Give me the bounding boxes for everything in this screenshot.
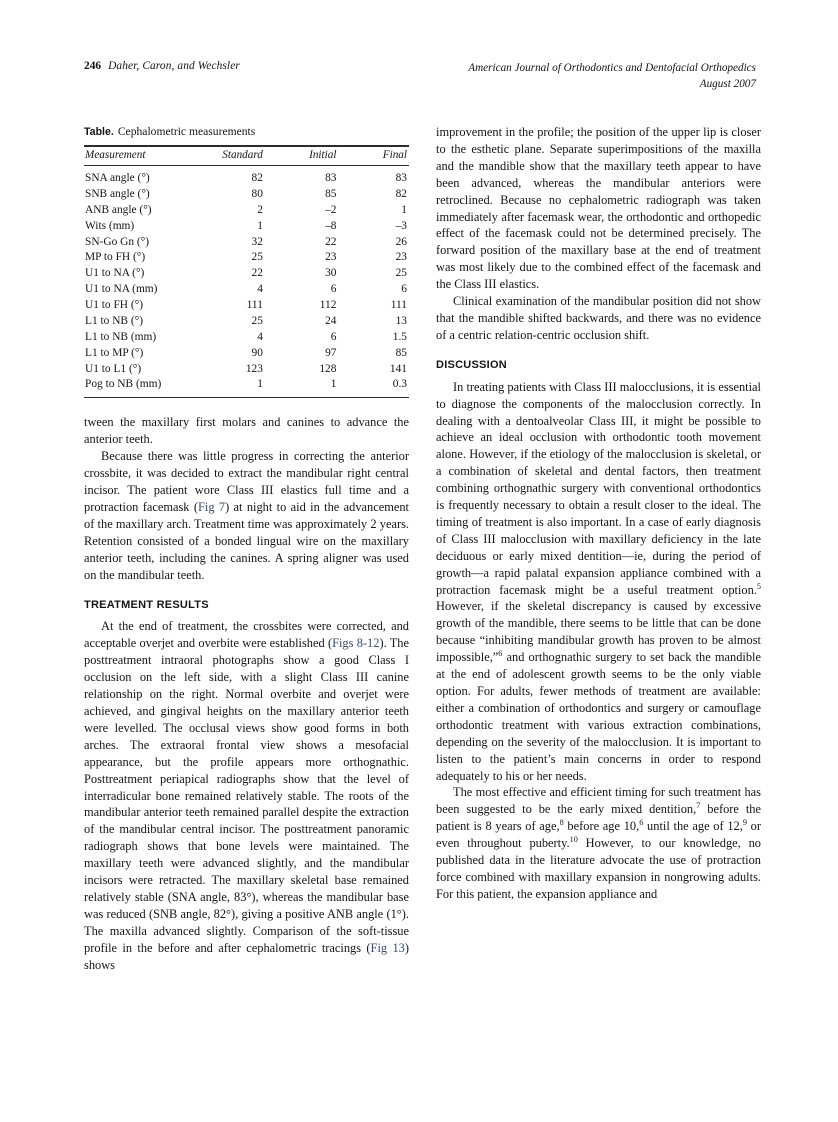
table-row (84, 218, 409, 234)
page-folio-number: 246 (84, 60, 102, 72)
cell-standard: 123 (245, 362, 263, 375)
cell-initial: 85 (325, 187, 337, 200)
cell-initial: 30 (325, 267, 337, 280)
citation-ref-6[interactable]: 6 (498, 649, 503, 659)
discussion-text-b: However, if the skeletal discrepancy is caused by excessive growth of the mandible, there seems to be little that can be done because “inhibiting mandibular growth has proven to be almost impossible,” (436, 599, 761, 665)
table-bottom-rule (84, 397, 409, 398)
cell-initial: 6 (330, 330, 337, 343)
cell-final: 13 (395, 314, 407, 327)
cell-measurement: U1 to NA (°) (85, 267, 145, 280)
paragraph-results-text-c: ) shows (84, 940, 409, 972)
citation-ref-10[interactable]: 10 (569, 835, 578, 845)
cell-standard: 25 (251, 251, 263, 264)
cell-standard: 1 (257, 219, 263, 232)
cell-final: 111 (390, 299, 407, 311)
table-label: Table. (84, 126, 114, 138)
table-row (84, 234, 409, 250)
timing-text-d: until the age of 12, (643, 819, 743, 834)
cell-measurement: SNA angle (°) (85, 172, 150, 184)
table-row (84, 298, 409, 314)
timing-text-a: The most effective and efficient timing for such treatment has been suggested to be the early mixed dentition, (436, 785, 761, 817)
cell-standard: 25 (251, 314, 263, 327)
cell-standard: 111 (246, 299, 263, 311)
paragraph-discussion-diagnosis (436, 379, 761, 785)
cell-initial: 1 (330, 378, 337, 391)
table-row (84, 345, 409, 361)
cell-final: –3 (395, 219, 407, 232)
table-row (84, 166, 409, 187)
table-header-row (84, 146, 409, 166)
paragraph-clinical-examination: Clinical examination of the mandibular position did not show that the mandible shifted backwards, and there was no evidence of a centric relation-centric occlusion shift. (436, 294, 761, 342)
cell-standard: 4 (257, 330, 263, 343)
cell-initial: 22 (325, 235, 337, 248)
discussion-text-c: and orthognathic surgery to set back the mandible at the end of adolescent growth seems to be the only viable option. For adults, fewer methods of treatment are available: either a combination of orthodontics and surgery or camouflage orthodontic treatment with various extraction combinations, depending on the severity of the malocclusion. It is important to listen to the patient’s main concerns in order to respond adequately to his or her needs. (436, 650, 761, 783)
cephalometric-table-block (84, 124, 409, 398)
table-caption (84, 124, 409, 140)
cell-measurement: U1 to FH (°) (85, 299, 144, 311)
table-row (84, 377, 409, 397)
paragraph-results-text-a: At the end of treatment, the crossbites were corrected, and acceptable overjet and overbite were established ( (84, 619, 409, 651)
cell-final: 26 (395, 235, 407, 248)
cell-final: 0.3 (392, 378, 407, 391)
cell-final: 23 (395, 251, 407, 264)
column-header-standard: Standard (203, 146, 279, 166)
timing-text-b: before the patient is 8 years of age, (436, 802, 761, 834)
cephalometric-measurements-table (84, 145, 409, 397)
cell-final: 25 (395, 267, 407, 280)
figure-link-fig13[interactable]: Fig 13 (370, 940, 405, 955)
right-column (436, 124, 761, 903)
cell-initial: 23 (325, 251, 337, 264)
cell-measurement: L1 to NB (mm) (85, 330, 157, 343)
citation-ref-7[interactable]: 7 (696, 801, 701, 811)
citation-ref-5[interactable]: 5 (756, 581, 761, 591)
cell-final: 6 (401, 283, 407, 296)
table-row (84, 282, 409, 298)
cell-initial: 128 (319, 362, 337, 375)
cell-final: 83 (395, 172, 407, 184)
cell-standard: 82 (251, 172, 263, 184)
cell-measurement: L1 to MP (°) (85, 346, 144, 359)
table-row (84, 186, 409, 202)
cell-standard: 90 (251, 346, 263, 359)
journal-title: American Journal of Orthodontics and Dentofacial Orthopedics (468, 62, 756, 74)
cell-measurement: SNB angle (°) (85, 187, 150, 200)
cell-initial: –8 (325, 219, 337, 232)
table-row (84, 202, 409, 218)
cell-final: 141 (389, 362, 407, 375)
table-row (84, 250, 409, 266)
cell-measurement: SN-Go Gn (°) (85, 235, 150, 248)
timing-text-f: However, to our knowledge, no published data in the literature advocate the use of protraction force combined with maxillary expansion in nongrowing adults. For this patient, the expansion appliance and (436, 836, 761, 901)
cell-standard: 2 (257, 203, 263, 216)
table-body (84, 166, 409, 398)
paragraph-crossbite-text-b: ) at night to aid in the advancement of the maxillary arch. Treatment time was approximately 2 years. Retention consisted of a bonded lingual wire on the maxillary anterior teeth, including the canines. A spring aligner was used on the mandibular teeth. (84, 500, 409, 582)
table-row (84, 361, 409, 377)
cell-initial: 112 (319, 299, 337, 311)
paragraph-discussion-timing (436, 784, 761, 902)
citation-ref-8[interactable]: 8 (559, 818, 564, 828)
timing-text-e: or even throughout puberty. (436, 819, 762, 851)
running-head-left (84, 60, 240, 72)
paragraph-profile: improvement in the profile; the position of the upper lip is closer to the esthetic plane. Separate superimpositions of the maxilla and the mandible show that the maxillary teeth appear to have been advanced, whereas the mandibular anteriors were retroclined. Because no cephalometric radiograph was taken immediately after facemask wear, the orthodontic and orthopedic effect of the facemask could not be determined precisely. The forward position of the maxillary base at the end of treatment was most likely due to the combined effect of the facemask and the Class III elastics. (436, 125, 761, 292)
citation-ref-6b[interactable]: 6 (639, 818, 644, 828)
heading-treatment-results: TREATMENT RESULTS (84, 598, 209, 611)
heading-discussion: DISCUSSION (436, 358, 507, 371)
table-row (84, 329, 409, 345)
table-row (84, 313, 409, 329)
cell-standard: 32 (251, 235, 263, 248)
table-header (84, 146, 409, 166)
column-header-final: Final (352, 146, 409, 166)
column-header-initial: Initial (279, 146, 353, 166)
cell-measurement: U1 to NA (mm) (85, 283, 158, 296)
cell-standard: 1 (257, 378, 263, 391)
running-head-right (468, 60, 756, 92)
paragraph-continued: tween the maxillary first molars and canines to advance the anterior teeth. (84, 415, 409, 447)
issue-date: August 2007 (699, 78, 756, 90)
paragraph-treatment-results (84, 618, 409, 973)
cell-initial: 83 (325, 172, 337, 184)
figure-link-figs8-12[interactable]: Figs 8-12 (332, 636, 380, 651)
paragraph-results-text-b: ). The posttreatment intraoral photographs show a good Class I occlusion on the left side, with a slight Class III canine relationship on the right. Normal overbite and overjet were achieved, and gingival heights on the maxillary anterior teeth were levelled. The occlusal views show good forms in both arches. The extraoral frontal view shows a mesofacial appearance, but the profile appears more orthognathic. Posttreatment periapical radiographs show that the level of interradicular bone remained relatively stable. The roots of the mandibular anterior teeth remained parallel despite the extraction of the mandibular central incisor. The posttreatment panoramic radiograph shows that bone levels were maintained. The maxillary teeth were advanced slightly, and the mandibular incisors were retracted. The maxillary skeletal base remained relatively stable (SNA angle, 83°), whereas the mandibular base was reduced (SNB angle, 82°), giving a positive ANB angle (1°). The maxilla advanced slightly. Comparison of the soft-tissue profile in the before and after cephalometric tracings ( (84, 636, 409, 955)
table-title: Cephalometric measurements (117, 125, 256, 138)
cell-initial: 6 (330, 283, 337, 296)
cell-final: 82 (395, 187, 407, 200)
cell-standard: 22 (251, 267, 263, 280)
cell-final: 85 (395, 346, 407, 359)
cell-measurement: L1 to NB (°) (85, 314, 144, 327)
cell-initial: –2 (325, 203, 337, 216)
cell-measurement: U1 to L1 (°) (85, 362, 142, 375)
table-row (84, 266, 409, 282)
cell-standard: 80 (251, 187, 263, 200)
discussion-text-a: In treating patients with Class III malocclusions, it is essential to diagnose the components of the malocclusion correctly. In dealing with a dentoalveolar Class III, it might be possible to achieve an ideal occlusion with orthodontic tooth movement alone. However, if the etiology of the malocclusion is skeletal, or a combination of skeletal and dental factors, then treatment combining orthognathic surgery with conventional orthodontics is frequently necessary to obtain a result closer to the ideal. The timing of treatment is also important. In a case of early diagnosis of Class III malocclusion with maxillary deficiency in the late deciduous or early mixed dentition—ie, during the period of growth—a rapid palatal expansion appliance combined with a protraction facemask might be a useful treatment option. (436, 379, 761, 597)
figure-link-fig7[interactable]: Fig 7 (197, 500, 226, 514)
left-column (84, 124, 409, 973)
timing-text-c: before age 10, (563, 819, 640, 834)
running-head (84, 60, 756, 96)
cell-final: 1.5 (392, 330, 407, 343)
cell-initial: 97 (325, 346, 337, 359)
citation-ref-9[interactable]: 9 (742, 818, 747, 828)
cell-measurement: ANB angle (°) (85, 203, 152, 216)
cell-initial: 24 (325, 314, 337, 327)
paragraph-crossbite (84, 448, 409, 583)
cell-measurement: Pog to NB (mm) (85, 378, 162, 391)
running-head-authors: Daher, Caron, and Wechsler (108, 60, 240, 72)
cell-final: 1 (401, 203, 407, 216)
paragraph-crossbite-text-a: Because there was little progress in correcting the anterior crossbite, it was decided to extract the mandibular right central incisor. The patient wore Class III elastics full time and a protraction facemask ( (84, 449, 409, 514)
cell-standard: 4 (257, 283, 263, 296)
cell-measurement: Wits (mm) (85, 219, 135, 232)
cell-measurement: MP to FH (°) (85, 251, 146, 264)
column-header-measurement: Measurement (84, 146, 203, 166)
